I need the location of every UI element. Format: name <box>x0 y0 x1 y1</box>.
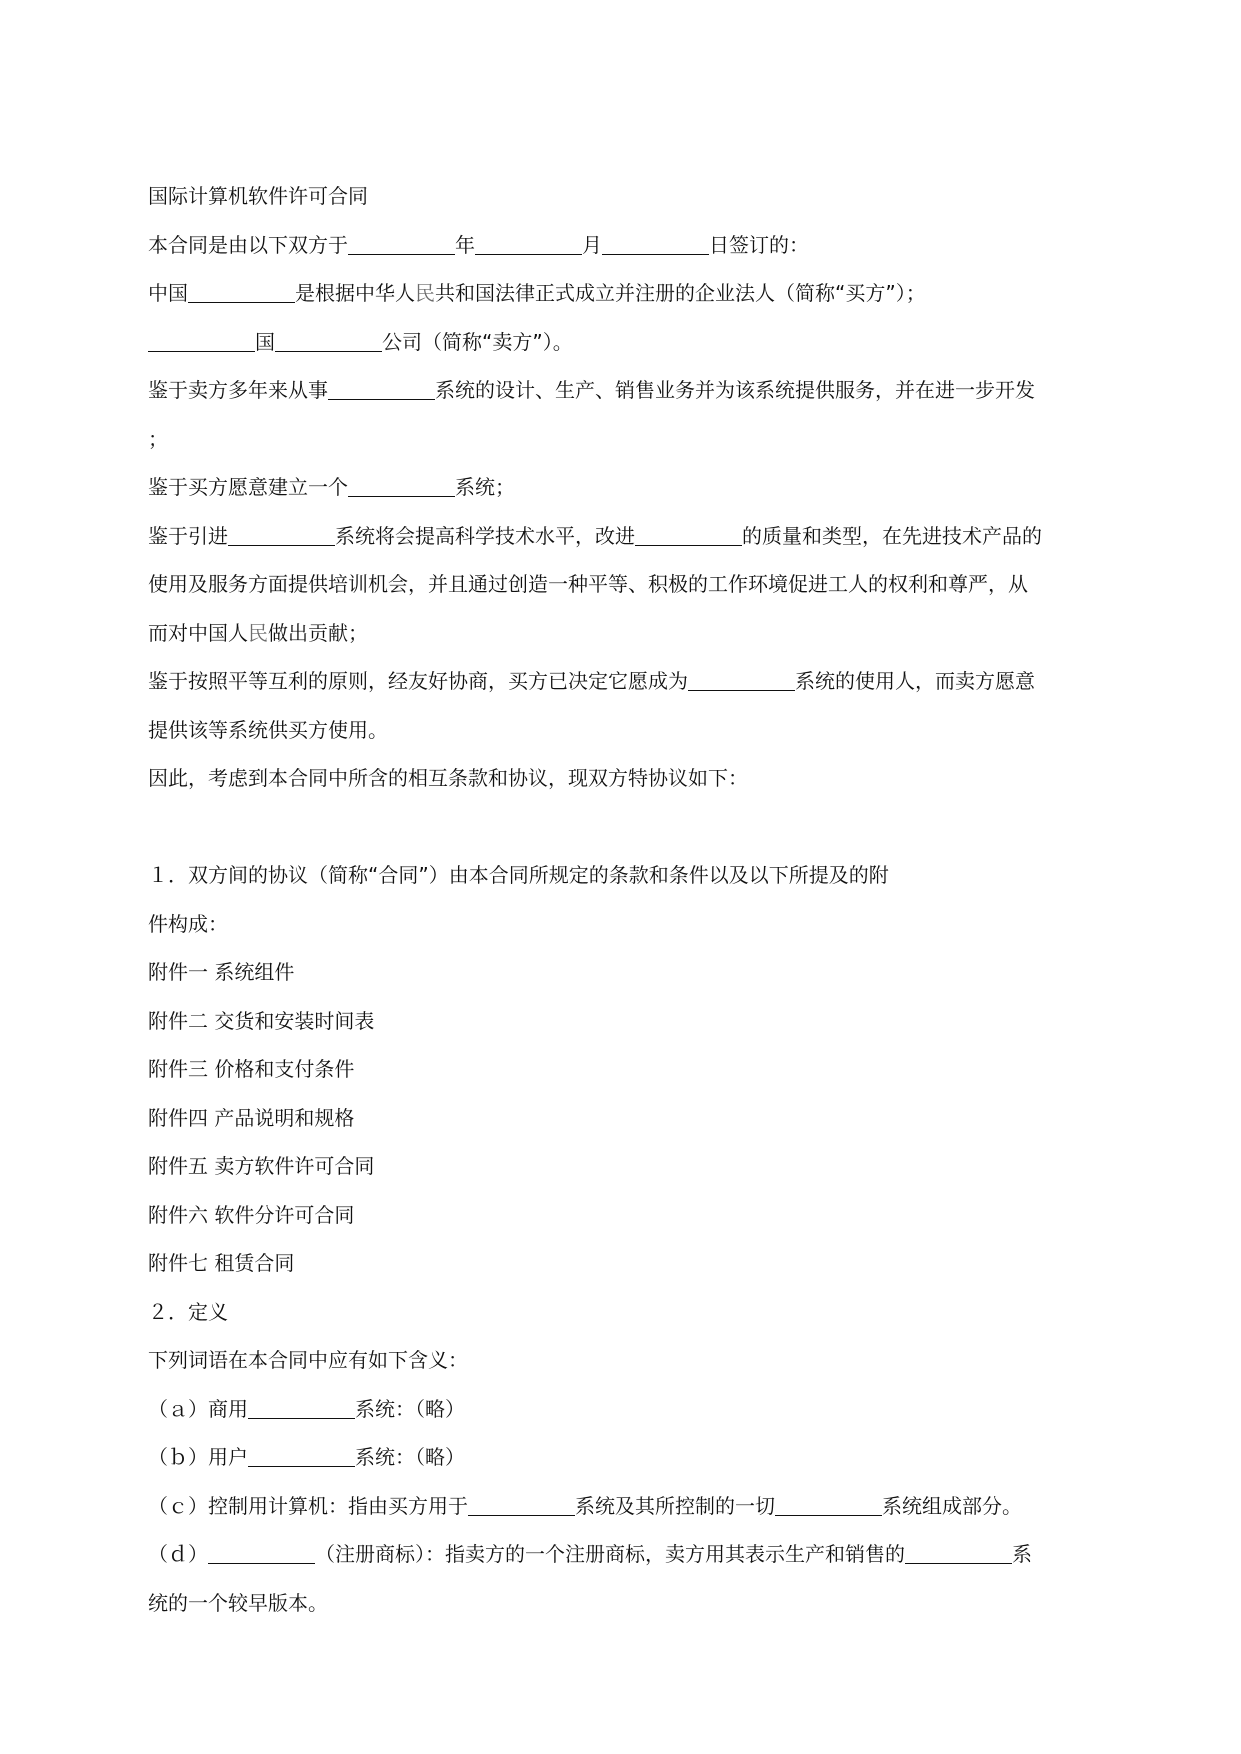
definition-b-blank <box>248 1446 355 1467</box>
clause-2-intro <box>148 1336 1103 1385</box>
definition-d-blank-1 <box>208 1543 315 1564</box>
whereas-3-line-3-a: 而对中国人 <box>148 620 248 645</box>
definition-b <box>148 1433 1103 1482</box>
whereas-2-text-a: 鉴于买方愿意建立一个 <box>148 475 348 499</box>
seller-name-blank <box>275 331 382 352</box>
clause-1-text-2: 件构成： <box>148 911 228 936</box>
whereas-1-continuation <box>148 415 1103 464</box>
seller-text-a: 国 <box>255 329 275 354</box>
whereas-3-line <box>148 512 1103 561</box>
whereas-3-line-2-text: 使用及服务方面提供培训机会，并且通过创造一种平等、积极的工作环境促进工人的权利和尊严，从 <box>148 572 1028 596</box>
whereas-3-system-blank <box>228 525 335 546</box>
clause-2-intro-text: 下列词语在本合同中应有如下含义： <box>148 1348 468 1372</box>
definition-d-line-2-text: 统的一个较早版本。 <box>148 1590 328 1615</box>
signing-date-line <box>148 221 1103 270</box>
clause-2-heading-text: ２．定义 <box>148 1299 228 1324</box>
seller-country-blank <box>148 331 255 352</box>
definition-d-text-c: ）：指卖方的一个注册商标，卖方用其表示生产和销售的 <box>415 1542 905 1566</box>
definition-d <box>148 1530 1103 1579</box>
definition-d-line-2 <box>148 1579 1103 1628</box>
whereas-3-text-b: 系统将会提高科学技术水平，改进 <box>335 523 635 548</box>
whereas-4-line-2-text: 提供该等系统供买方使用。 <box>148 717 388 742</box>
month-blank <box>475 234 582 255</box>
title-text: 国际计算机软件许可合同 <box>148 184 368 208</box>
buyer-text-a: 中国 <box>148 281 188 305</box>
definition-c-text-c: 系统组成部分。 <box>882 1493 1022 1518</box>
whereas-3-line-3 <box>148 609 1103 658</box>
annex-4-text: 附件四 产品说明和规格 <box>148 1105 355 1130</box>
document-title <box>148 172 1103 221</box>
definition-a-text-a: （ａ）商用 <box>148 1396 248 1421</box>
seller-line <box>148 318 1103 367</box>
whereas-4-system-blank <box>688 670 795 691</box>
definition-d-text-d: 系 <box>1012 1542 1032 1566</box>
annex-item <box>148 1094 1103 1143</box>
whereas-4-line-2 <box>148 706 1103 755</box>
whereas-1-system-blank <box>328 379 435 400</box>
annex-item <box>148 1142 1103 1191</box>
definition-b-text-b: 系统：（略） <box>355 1445 465 1469</box>
annex-item <box>148 1239 1103 1288</box>
annex-2-text: 附件二 交货和安装时间表 <box>148 1008 375 1033</box>
whereas-3-text-a: 鉴于引进 <box>148 523 228 548</box>
definition-d-blank-2 <box>905 1543 1012 1564</box>
signing-text-d: 日签订的： <box>709 232 809 257</box>
buyer-text-d: 共和国法律正式成立并注册的企业法人（简称“买方”）； <box>435 281 926 305</box>
annex-item <box>148 948 1103 997</box>
whereas-3-product-blank <box>635 525 742 546</box>
section-spacer <box>148 803 1103 852</box>
whereas-3-line-2 <box>148 560 1103 609</box>
signing-text-a: 本合同是由以下双方于 <box>148 232 348 257</box>
therefore-line <box>148 754 1103 803</box>
whereas-4-text-b: 系统的使用人，而卖方愿意 <box>795 669 1035 693</box>
buyer-text-b: 是根据中华人 <box>295 281 415 305</box>
whereas-2-line <box>148 463 1103 512</box>
definition-b-text-a: （ｂ）用户 <box>148 1445 248 1469</box>
whereas-3-line-3-b: 民 <box>248 620 268 645</box>
annex-item <box>148 1191 1103 1240</box>
whereas-1-line <box>148 366 1103 415</box>
whereas-2-text-b: 系统； <box>455 475 515 499</box>
definition-a-blank <box>248 1398 355 1419</box>
buyer-line <box>148 269 1103 318</box>
whereas-1-text-a: 鉴于卖方多年来从事 <box>148 378 328 402</box>
seller-text-b: 公司（简称“卖方”）。 <box>382 329 573 354</box>
annex-1-text: 附件一 系统组件 <box>148 960 295 984</box>
annex-5-text: 附件五 卖方软件许可合同 <box>148 1154 375 1178</box>
whereas-3-text-c: 的质量和类型，在先进技术产品的 <box>742 523 1042 548</box>
year-blank <box>348 234 455 255</box>
whereas-1-text-b: 系统的设计、生产、销售业务并为该系统提供服务，并在进一步开发 <box>435 378 1035 402</box>
annex-6-text: 附件六 软件分许可合同 <box>148 1202 355 1227</box>
annex-item <box>148 1045 1103 1094</box>
definition-c-text-a: （ｃ）控制用计算机：指由买方用于 <box>148 1493 468 1518</box>
annex-item <box>148 997 1103 1046</box>
day-blank <box>602 234 709 255</box>
document-body <box>148 172 1103 1627</box>
whereas-1-cont-text: ； <box>148 426 168 451</box>
annex-3-text: 附件三 价格和支付条件 <box>148 1057 355 1081</box>
clause-1-line-1 <box>148 851 1103 900</box>
clause-2-heading <box>148 1288 1103 1337</box>
signing-text-b: 年 <box>455 232 475 257</box>
definition-d-text-b: （注册商标 <box>315 1542 415 1566</box>
clause-1-line-2 <box>148 900 1103 949</box>
definition-c-blank-1 <box>468 1495 575 1516</box>
definition-a <box>148 1385 1103 1434</box>
whereas-2-system-blank <box>348 476 455 497</box>
annex-7-text: 附件七 租赁合同 <box>148 1251 295 1275</box>
buyer-text-c: 民 <box>415 281 435 305</box>
signing-text-c: 月 <box>582 232 602 257</box>
whereas-4-line <box>148 657 1103 706</box>
definition-c <box>148 1482 1103 1531</box>
whereas-4-text-a: 鉴于按照平等互利的原则，经友好协商，买方已决定它愿成为 <box>148 669 688 693</box>
clause-1-text-1: １．双方间的协议（简称“合同”）由本合同所规定的条款和条件以及以下所提及的附 <box>148 863 889 887</box>
buyer-name-blank <box>188 282 295 303</box>
definition-c-text-b: 系统及其所控制的一切 <box>575 1493 775 1518</box>
therefore-text: 因此，考虑到本合同中所含的相互条款和协议，现双方特协议如下： <box>148 766 748 790</box>
whereas-3-line-3-c: 做出贡献； <box>268 620 368 645</box>
definition-c-blank-2 <box>775 1495 882 1516</box>
definition-d-text-a: （ｄ） <box>148 1542 208 1566</box>
definition-a-text-b: 系统：（略） <box>355 1396 465 1421</box>
